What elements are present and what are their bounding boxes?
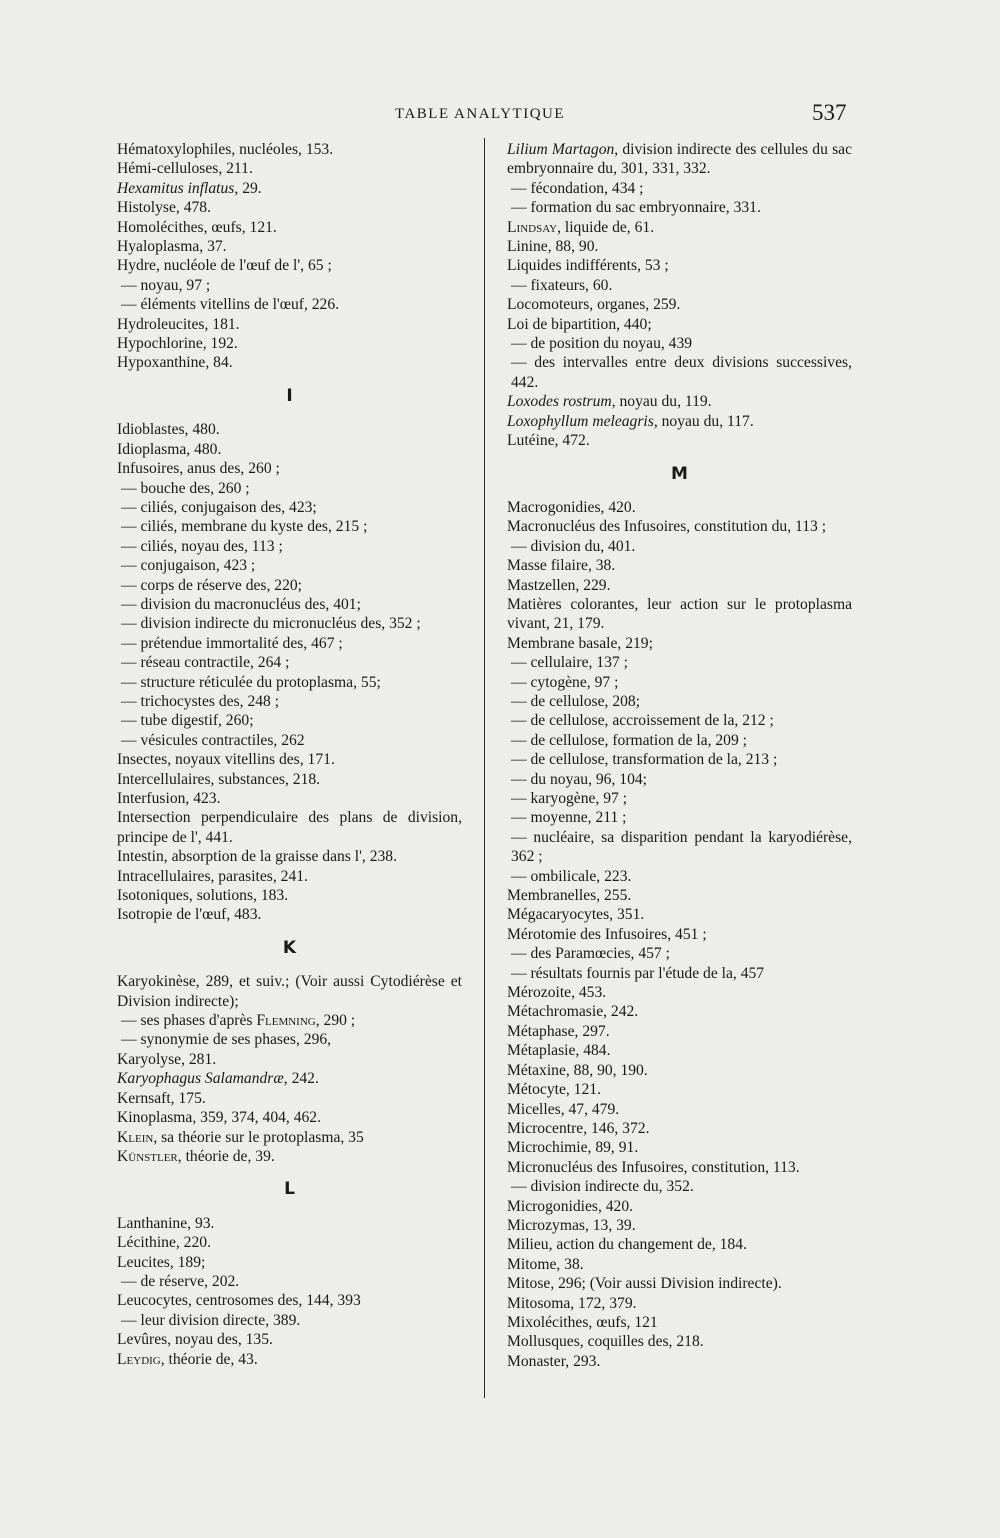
entry-term-italic: Loxodes rostrum: [507, 393, 612, 411]
entry-rest: , liquide de, 61.: [557, 218, 655, 236]
page-header: [0, 100, 1000, 134]
index-subentry: — des Paramœcies, 457 ;: [511, 945, 670, 963]
index-entry: Microchimie, 89, 91.: [507, 1139, 639, 1157]
index-subentry: — moyenne, 211 ;: [511, 809, 627, 827]
index-entry: Microgonidies, 420.: [507, 1197, 634, 1215]
index-entry: Loi de bipartition, 440;: [507, 315, 652, 333]
index-entry: Karyokinèse, 289, et suiv.; (Voir aussi Cytodiérèse et Division indirecte);: [117, 973, 462, 1010]
index-subentry: — formation du sac embryonnaire, 331.: [511, 199, 761, 217]
index-subentry: — conjugaison, 423 ;: [121, 557, 256, 575]
index-entry: [117, 1128, 462, 1147]
column-divider: [484, 138, 485, 1398]
index-column-left: [117, 140, 462, 1369]
index-entry: Macronucléus des Infusoires, constitution du, 113 ;: [507, 518, 827, 536]
index-subentry: — des intervalles entre deux divisions successives, 442.: [511, 354, 852, 391]
index-entry: Leucites, 189;: [117, 1253, 206, 1271]
index-entry: Intersection perpendiculaire des plans de division, principe de l', 441.: [117, 809, 462, 846]
entry-prefix: — ses phases d'après: [121, 1012, 257, 1030]
author-name: Flemning: [256, 1012, 316, 1030]
index-subentry: — ciliés, membrane du kyste des, 215 ;: [121, 518, 368, 536]
index-entry: Microzymas, 13, 39.: [507, 1216, 636, 1234]
index-entry: Locomoteurs, organes, 259.: [507, 296, 681, 314]
index-entry: Micelles, 47, 479.: [507, 1100, 620, 1118]
index-entry: Hypoxanthine, 84.: [117, 354, 233, 372]
index-entry: Métocyte, 121.: [507, 1081, 601, 1099]
index-entry: Métaxine, 88, 90, 190.: [507, 1061, 648, 1079]
index-entry: [117, 1069, 462, 1088]
index-entry: Micronucléus des Infusoires, constitution, 113.: [507, 1158, 800, 1176]
index-subentry: — prétendue immortalité des, 467 ;: [121, 634, 343, 652]
index-entry: Interfusion, 423.: [117, 790, 221, 807]
index-subentry: — de cellulose, transformation de la, 213 ;: [511, 751, 778, 769]
section-letter: I: [286, 385, 293, 406]
index-entry: Kinoplasma, 359, 374, 404, 462.: [117, 1109, 322, 1127]
index-entry: Métaplasie, 484.: [507, 1042, 611, 1060]
author-name: Leydig: [117, 1350, 161, 1368]
index-entry: [507, 412, 852, 431]
index-entry: Métachromasie, 242.: [507, 1003, 639, 1021]
section-letter: M: [671, 463, 688, 484]
entry-term-italic: Hexamitus inflatus: [117, 179, 235, 197]
index-entry: [507, 218, 852, 237]
index-subentry: — ciliés, conjugaison des, 423;: [121, 498, 317, 516]
entry-rest: , noyau du, 117.: [653, 412, 754, 430]
index-entry: Isotropie de l'œuf, 483.: [117, 906, 262, 924]
index-subentry: — cytogène, 97 ;: [511, 673, 619, 691]
entry-rest: , 290 ;: [315, 1012, 356, 1030]
entry-rest: , 242.: [283, 1070, 319, 1088]
index-entry: Masse filaire, 38.: [507, 557, 616, 575]
index-entry: Mégacaryocytes, 351.: [507, 906, 645, 924]
index-entry: Homolécithes, œufs, 121.: [117, 218, 277, 236]
index-entry: Mollusques, coquilles des, 218.: [507, 1333, 704, 1351]
index-entry: Isotoniques, solutions, 183.: [117, 887, 289, 905]
entry-rest: , division indirecte des cellules du sac embryonnaire du, 301, 331, 332.: [507, 141, 852, 178]
entry-rest: , théorie de, 39.: [177, 1147, 275, 1165]
index-entry: Mérotomie des Infusoires, 451 ;: [507, 925, 707, 943]
index-subentry: — trichocystes des, 248 ;: [121, 692, 280, 710]
index-entry: Métaphase, 297.: [507, 1022, 610, 1040]
index-subentry: — bouche des, 260 ;: [121, 479, 250, 497]
entry-term-italic: Loxophyllum meleagris: [507, 412, 654, 430]
index-subentry: — cellulaire, 137 ;: [511, 654, 628, 672]
index-subentry: — ciliés, noyau des, 113 ;: [121, 537, 283, 555]
index-subentry: — de cellulose, 208;: [511, 692, 641, 710]
index-entry: Infusoires, anus des, 260 ;: [117, 460, 280, 478]
index-entry: Intracellulaires, parasites, 241.: [117, 867, 308, 885]
entry-term-italic: Karyophagus Salamandræ: [117, 1070, 284, 1088]
index-entry: [507, 392, 852, 411]
index-subentry: — vésicules contractiles, 262: [121, 731, 305, 749]
running-head: TABLE ANALYTIQUE: [395, 106, 566, 122]
index-entry: Leucocytes, centrosomes des, 144, 393: [117, 1292, 361, 1310]
index-entry: Levûres, noyau des, 135.: [117, 1331, 273, 1349]
index-entry: Linine, 88, 90.: [507, 238, 599, 256]
author-name: Klein: [117, 1128, 154, 1146]
index-entry: Mitose, 296; (Voir aussi Division indirecte).: [507, 1275, 782, 1293]
index-entry: Hyaloplasma, 37.: [117, 238, 227, 256]
index-entry: Hydre, nucléole de l'œuf de l', 65 ;: [117, 257, 332, 275]
index-subentry: — structure réticulée du protoplasma, 55;: [121, 673, 381, 691]
index-subentry: — division indirecte du micronucléus des, 352 ;: [121, 615, 421, 633]
index-subentry: — corps de réserve des, 220;: [121, 576, 303, 594]
index-subentry: — karyogène, 97 ;: [511, 790, 628, 807]
index-entry: Karyolyse, 281.: [117, 1050, 217, 1068]
section-letter: L: [284, 1179, 295, 1200]
index-entry: Milieu, action du changement de, 184.: [507, 1236, 747, 1254]
index-entry: Mastzellen, 229.: [507, 576, 611, 594]
index-subentry: — éléments vitellins de l'œuf, 226.: [121, 296, 340, 314]
index-entry: Microcentre, 146, 372.: [507, 1119, 650, 1137]
index-entry: Monaster, 293.: [507, 1352, 601, 1370]
index-entry: Insectes, noyaux vitellins des, 171.: [117, 751, 335, 769]
index-entry: Lanthanine, 93.: [117, 1214, 215, 1232]
index-subentry: — de cellulose, accroissement de la, 212 ;: [511, 712, 774, 730]
index-subentry: — de cellulose, formation de la, 209 ;: [511, 731, 748, 749]
page-number: 537: [812, 100, 847, 125]
index-entry: Mixolécithes, œufs, 121: [507, 1313, 658, 1331]
index-entry: Idioplasma, 480.: [117, 440, 222, 458]
index-subentry: — nucléaire, sa disparition pendant la karyodiérèse, 362 ;: [511, 828, 852, 866]
index-subentry: — division du, 401.: [511, 537, 636, 555]
index-entry: Hydroleucites, 181.: [117, 315, 240, 333]
index-entry: Hypochlorine, 192.: [117, 335, 238, 353]
index-subentry: — synonymie de ses phases, 296,: [121, 1031, 332, 1049]
index-entry: Membranelles, 255.: [507, 887, 632, 905]
index-subentry: — fixateurs, 60.: [511, 276, 613, 294]
section-letter: K: [282, 937, 297, 958]
index-entry: Macrogonidies, 420.: [507, 498, 636, 516]
index-entry: [117, 1147, 462, 1166]
index-subentry: — de position du noyau, 439: [511, 335, 693, 353]
index-entry: Liquides indifférents, 53 ;: [507, 257, 669, 275]
entry-rest: , noyau du, 119.: [611, 393, 712, 411]
index-subentry: — résultats fournis par l'étude de la, 457: [511, 964, 765, 982]
index-subentry: — fécondation, 434 ;: [511, 179, 644, 197]
index-entry: Mitosoma, 172, 379.: [507, 1294, 637, 1312]
index-entry: Lutéine, 472.: [507, 432, 590, 450]
entry-rest: , 29.: [234, 179, 262, 197]
index-entry: Hématoxylophiles, nucléoles, 153.: [117, 141, 334, 158]
index-entry: Intestin, absorption de la graisse dans l', 238.: [117, 848, 397, 866]
index-subentry: — de réserve, 202.: [121, 1272, 240, 1290]
entry-rest: , sa théorie sur le protoplasma, 35: [153, 1128, 364, 1146]
index-entry: Kernsaft, 175.: [117, 1089, 206, 1107]
index-entry: Mitome, 38.: [507, 1255, 584, 1273]
index-entry: Membrane basale, 219;: [507, 634, 653, 652]
index-entry: Histolyse, 478.: [117, 199, 211, 217]
index-entry: [117, 179, 462, 198]
index-entry: Mérozoite, 453.: [507, 984, 607, 1002]
index-entry: Matières colorantes, leur action sur le protoplasma vivant, 21, 179.: [507, 595, 852, 633]
author-name: Künstler: [117, 1147, 178, 1165]
index-subentry: [117, 1011, 462, 1030]
entry-rest: , théorie de, 43.: [160, 1350, 258, 1368]
index-subentry: — tube digestif, 260;: [121, 712, 254, 730]
index-entry: Lécithine, 220.: [117, 1234, 211, 1252]
index-subentry: — leur division directe, 389.: [121, 1311, 301, 1329]
index-entry: Hémi-celluloses, 211.: [117, 160, 253, 178]
index-subentry: — du noyau, 96, 104;: [511, 770, 648, 788]
index-entry: [117, 1350, 462, 1369]
index-subentry: — division indirecte du, 352.: [511, 1178, 694, 1196]
author-name: Lindsay: [507, 218, 558, 236]
entry-term-italic: Lilium Martagon: [507, 141, 615, 158]
index-subentry: — division du macronucléus des, 401;: [121, 595, 361, 613]
index-entry: Idioblastes, 480.: [117, 421, 220, 439]
index-entry: Intercellulaires, substances, 218.: [117, 770, 321, 788]
index-entry: [507, 140, 852, 179]
index-subentry: — noyau, 97 ;: [121, 276, 211, 294]
index-column-right: [507, 140, 852, 1371]
index-subentry: — ombilicale, 223.: [511, 867, 632, 885]
index-subentry: — réseau contractile, 264 ;: [121, 654, 290, 672]
